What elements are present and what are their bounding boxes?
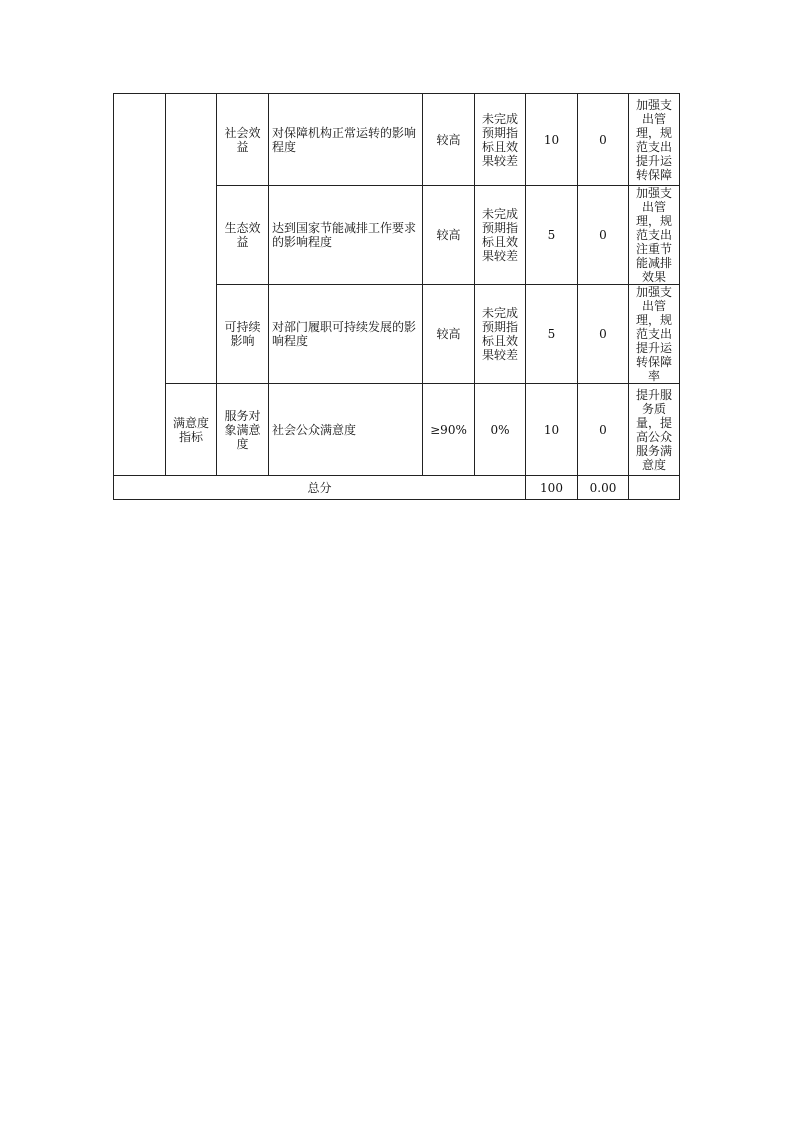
indicator-content-cell: 达到国家节能减排工作要求的影响程度 [269, 186, 423, 285]
actual-value-cell: 未完成预期指标且效果较差 [475, 94, 526, 186]
actual-value-cell: 未完成预期指标且效果较差 [475, 186, 526, 285]
actual-value-cell: 0% [475, 384, 526, 476]
weight-cell: 10 [526, 384, 578, 476]
score-cell: 0 [578, 285, 629, 384]
target-value-cell: 较高 [423, 186, 475, 285]
indicator-content-cell: 社会公众满意度 [269, 384, 423, 476]
total-row [114, 476, 680, 500]
actual-value-cell: 未完成预期指标且效果较差 [475, 285, 526, 384]
total-score-cell: 0.00 [578, 476, 629, 500]
indicator-content-cell: 对保障机构正常运转的影响程度 [269, 94, 423, 186]
total-weight-cell: 100 [526, 476, 578, 500]
target-value-cell: 较高 [423, 285, 475, 384]
table-row [114, 384, 680, 476]
improvement-measure-cell: 加强支出管理，规范支出提升运转保障率 [629, 285, 680, 384]
table-row [114, 94, 680, 186]
primary-indicator-cell-empty [166, 94, 217, 384]
improvement-measure-cell: 加强支出管理，规范支出提升运转保障 [629, 94, 680, 186]
secondary-indicator-cell: 服务对象满意度 [217, 384, 269, 476]
weight-cell: 5 [526, 186, 578, 285]
secondary-indicator-cell: 可持续影响 [217, 285, 269, 384]
score-cell: 0 [578, 94, 629, 186]
weight-cell: 10 [526, 94, 578, 186]
improvement-measure-cell: 加强支出管理，规范支出注重节能减排效果 [629, 186, 680, 285]
weight-cell: 5 [526, 285, 578, 384]
target-value-cell: 较高 [423, 94, 475, 186]
total-measure-cell-empty [629, 476, 680, 500]
category-cell-empty [114, 94, 166, 476]
indicator-content-cell: 对部门履职可持续发展的影响程度 [269, 285, 423, 384]
evaluation-grid [113, 93, 680, 500]
improvement-measure-cell: 提升服务质量，提高公众服务满意度 [629, 384, 680, 476]
performance-evaluation-table [113, 93, 680, 500]
primary-indicator-cell: 满意度指标 [166, 384, 217, 476]
total-label-cell: 总分 [114, 476, 526, 500]
score-cell: 0 [578, 384, 629, 476]
score-cell: 0 [578, 186, 629, 285]
target-value-cell: ≥90% [423, 384, 475, 476]
secondary-indicator-cell: 社会效益 [217, 94, 269, 186]
secondary-indicator-cell: 生态效益 [217, 186, 269, 285]
